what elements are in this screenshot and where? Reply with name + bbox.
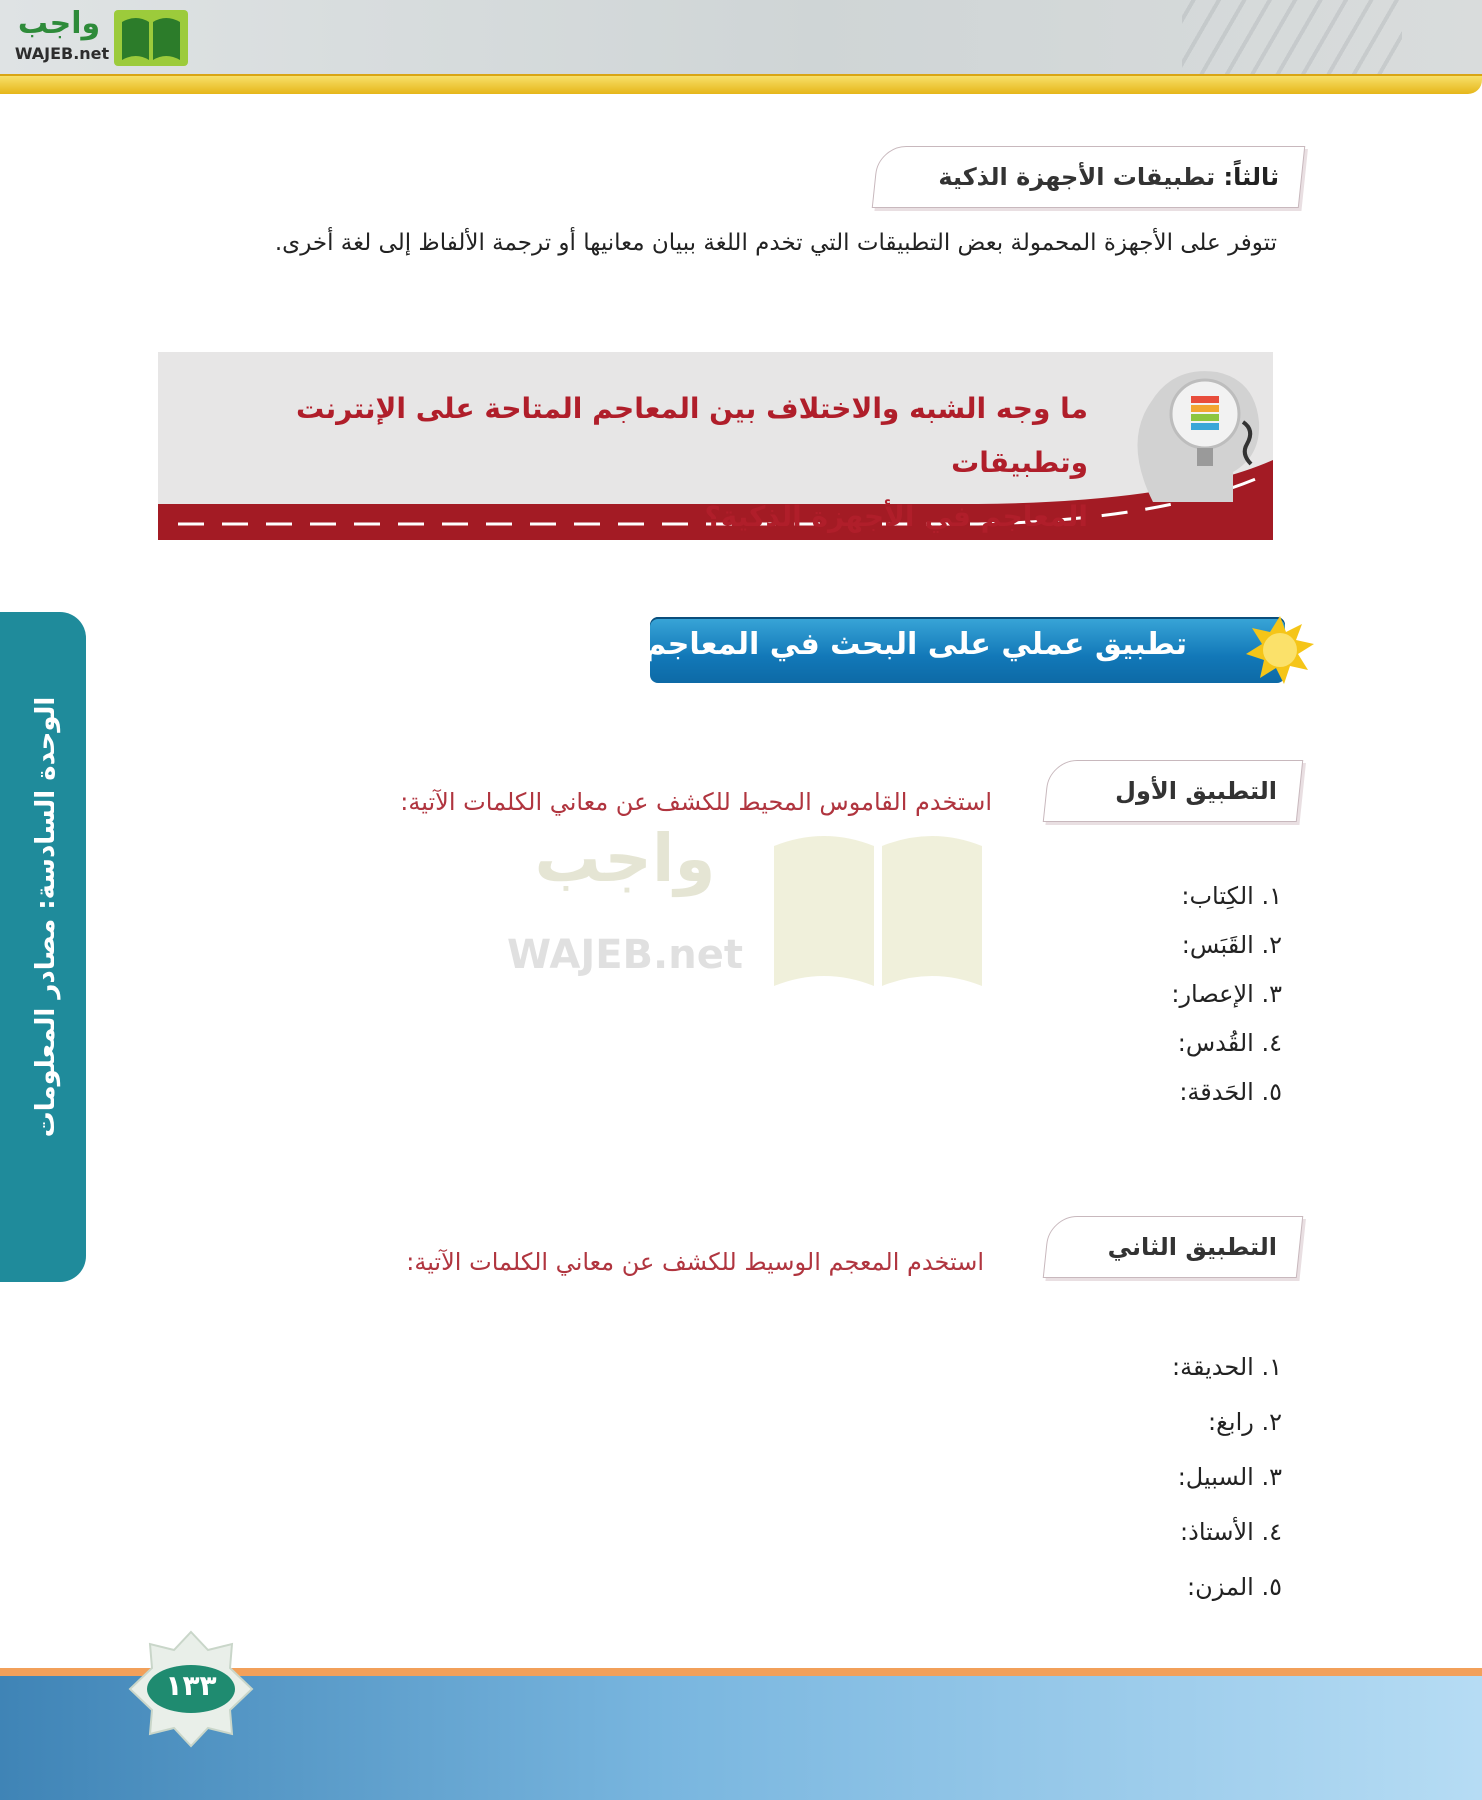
- section-heading-tag: [872, 146, 1306, 208]
- sunburst-icon: [1244, 614, 1316, 686]
- practical-heading-bar: [644, 617, 1285, 683]
- list-item: ١. الكِتاب:: [1181, 882, 1282, 910]
- header-band: [0, 0, 1482, 74]
- question-banner: [158, 352, 1273, 540]
- app1-instruction: استخدم القاموس المحيط للكشف عن معاني الكلمات الآتية:: [400, 788, 992, 816]
- question-line-1: ما وجه الشبه والاختلاف بين المعاجم المتاحة على الإنترنت وتطبيقات: [296, 392, 1088, 479]
- list-item: ٤. القُدس:: [1177, 1029, 1282, 1057]
- page-number-badge: [128, 1630, 254, 1748]
- site-logo[interactable]: [10, 6, 190, 68]
- question-text: [188, 382, 1088, 540]
- practical-heading-title: تطبيق عملي على البحث في المعاجم: [644, 627, 1187, 662]
- watermark-book-icon: [766, 820, 990, 990]
- watermark: [500, 820, 1000, 990]
- list-item: ٤. الأستاذ:: [1180, 1518, 1282, 1546]
- logo-text: واجب: [17, 6, 101, 41]
- app2-word-list: [982, 1353, 1282, 1628]
- section-heading-lead: ثالثاً:: [1223, 163, 1279, 191]
- app2-heading: التطبيق الثاني: [1107, 1233, 1277, 1261]
- section-body-text: تتوفر على الأجهزة المحمولة بعض التطبيقات التي تخدم اللغة ببيان معانيها أو ترجمة الألفاظ إلى لغة أخرى.: [274, 230, 1277, 256]
- app1-word-list: [982, 882, 1282, 1127]
- list-item: ١. الحديقة:: [1172, 1353, 1282, 1381]
- app2-heading-tag: [1043, 1216, 1304, 1278]
- logo-subtext: WAJEB.net: [14, 44, 110, 63]
- app1-heading: التطبيق الأول: [1115, 777, 1277, 805]
- watermark-text: واجب: [534, 820, 716, 897]
- list-item: ٥. الحَدقة:: [1179, 1078, 1282, 1106]
- section-heading-title: تطبيقات الأجهزة الذكية: [938, 163, 1216, 191]
- question-line-2: المعاجم في الأجهزة الذكية؟: [704, 500, 1088, 533]
- app1-heading-tag: [1043, 760, 1304, 822]
- app2-instruction: استخدم المعجم الوسيط للكشف عن معاني الكلمات الآتية:: [406, 1248, 984, 1276]
- unit-side-tab: [0, 612, 86, 1282]
- header-gold-strip: [0, 74, 1482, 94]
- page-number: ١٣٣: [165, 1669, 217, 1702]
- list-item: ٢. القَبَس:: [1181, 931, 1282, 959]
- list-item: ٣. الإعصار:: [1171, 980, 1282, 1008]
- list-item: ٣. السبيل:: [1177, 1463, 1282, 1491]
- list-item: ٥. المزن:: [1187, 1573, 1282, 1601]
- list-item: ٢. رابغ:: [1208, 1408, 1282, 1436]
- thinking-lightbulb-icon: [1093, 352, 1273, 502]
- book-icon: [114, 10, 188, 66]
- watermark-subtext: WAJEB.net: [507, 932, 743, 978]
- unit-side-tab-label: الوحدة السادسة: مصادر المعلومات: [31, 696, 61, 1138]
